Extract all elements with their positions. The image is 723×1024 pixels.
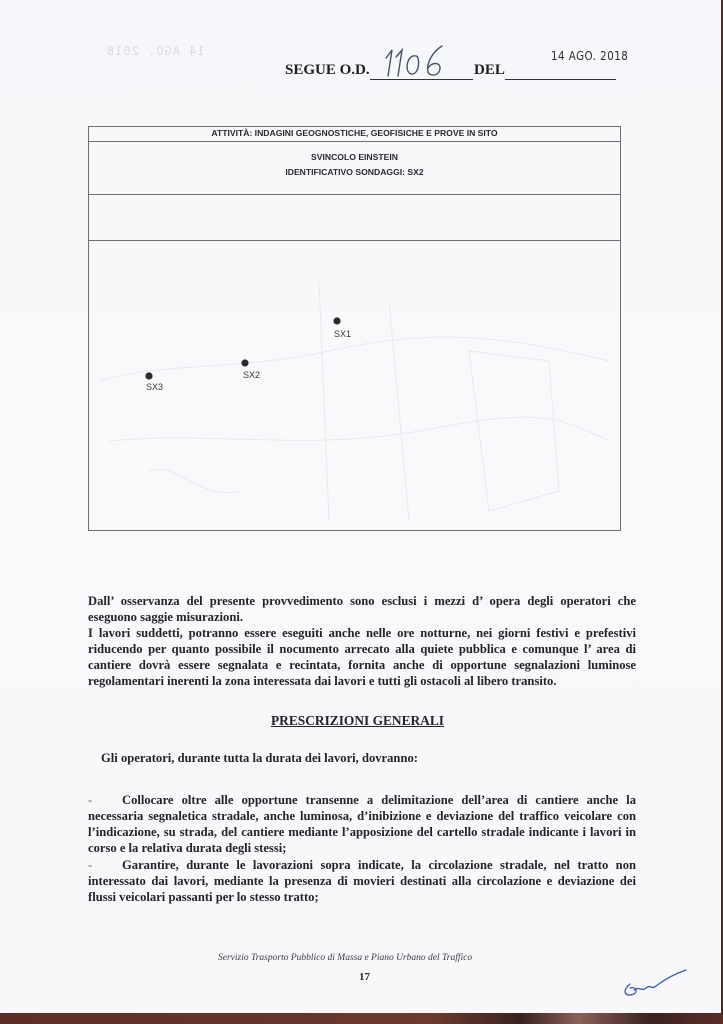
prescription-item <box>88 792 636 856</box>
del-label: DEL <box>474 62 505 78</box>
prescription-item <box>88 857 636 905</box>
date-line <box>505 79 616 80</box>
sx1-label: SX1 <box>334 329 352 339</box>
date-stamp: 14 AGO. 2018 <box>551 48 629 63</box>
survey-point-sx1 <box>333 317 351 339</box>
exclusion-paragraph: Dall’ osservanza del presente provvedimento sono esclusi i mezzi d’ opera degli operatori che eseguono saggie misurazioni. <box>88 594 636 624</box>
list-dash: - <box>88 858 93 872</box>
prescription-text: Collocare oltre alle opportune transenne a delimitazione dell’area di cantiere anche la necessaria segnaletica stradale, anche luminosa, d’inibizione e deviazione del traffico veicolare con l’indicazione, su strada, del cantiere mediante l’apposizione del cartello stradale indicante i lavori in corso e la relativa durata degli stessi; <box>88 793 636 855</box>
sx2-dot <box>241 359 248 366</box>
empty-row <box>89 195 620 241</box>
survey-location-map <box>89 241 620 530</box>
location-row <box>89 142 620 195</box>
footer-department: Servizio Trasporto Pubblico di Massa e Piano Urbano del Traffico <box>218 953 473 963</box>
ghost-stamp-bleedthrough: 14 AGO. 2018 <box>106 44 205 58</box>
prescription-text: Garantire, durante le lavorazioni sopra indicate, la circolazione stradale, nel tratto non interessato dai lavori, mediante la presenza di movieri destinati alla circolazione e deviazione dei flussi veicolari passanti per lo stesso tratto; <box>88 858 636 904</box>
activity-row <box>89 127 620 142</box>
list-dash: - <box>88 793 93 807</box>
works-schedule-paragraph: I lavori suddetti, potranno essere eseguiti anche nelle ore notturne, nei giorni festivi e prefestivi riducendo per quanto possibile il nocumento arrecato alla quiete pubblica e comunque l’ area di cantiere dovrà essere segnalata e recintata, fornita anche di opportune segnalazioni luminose regolamentari inerenti la zona interessata dai lavori e tutti gli ostacoli al libero transito. <box>88 626 636 688</box>
activity-table <box>88 126 621 531</box>
activity-title: ATTIVITÀ: INDAGINI GEOGNOSTICHE, GEOFISICHE E PROVE IN SITO <box>211 128 498 138</box>
od-number-line <box>370 79 473 80</box>
survey-point-sx3 <box>145 372 163 392</box>
sx1-dot <box>333 317 340 324</box>
sx3-label: SX3 <box>146 382 164 392</box>
scan-edge-bottom <box>0 1013 723 1024</box>
survey-identifier: IDENTIFICATIVO SONDAGGI: SX2 <box>285 167 424 177</box>
location-name: SVINCOLO EINSTEIN <box>311 152 398 162</box>
sx2-label: SX2 <box>243 370 261 380</box>
sx3-dot <box>145 372 152 379</box>
document-header <box>285 62 620 82</box>
operators-intro: Gli operatori, durante tutta la durata dei lavori, dovranno: <box>101 751 418 765</box>
section-heading: PRESCRIZIONI GENERALI <box>271 713 444 728</box>
page-number: 17 <box>359 971 370 983</box>
signature-initials <box>618 960 688 1000</box>
segue-od-label: SEGUE O.D. <box>285 62 370 78</box>
handwritten-od-number <box>382 44 448 78</box>
